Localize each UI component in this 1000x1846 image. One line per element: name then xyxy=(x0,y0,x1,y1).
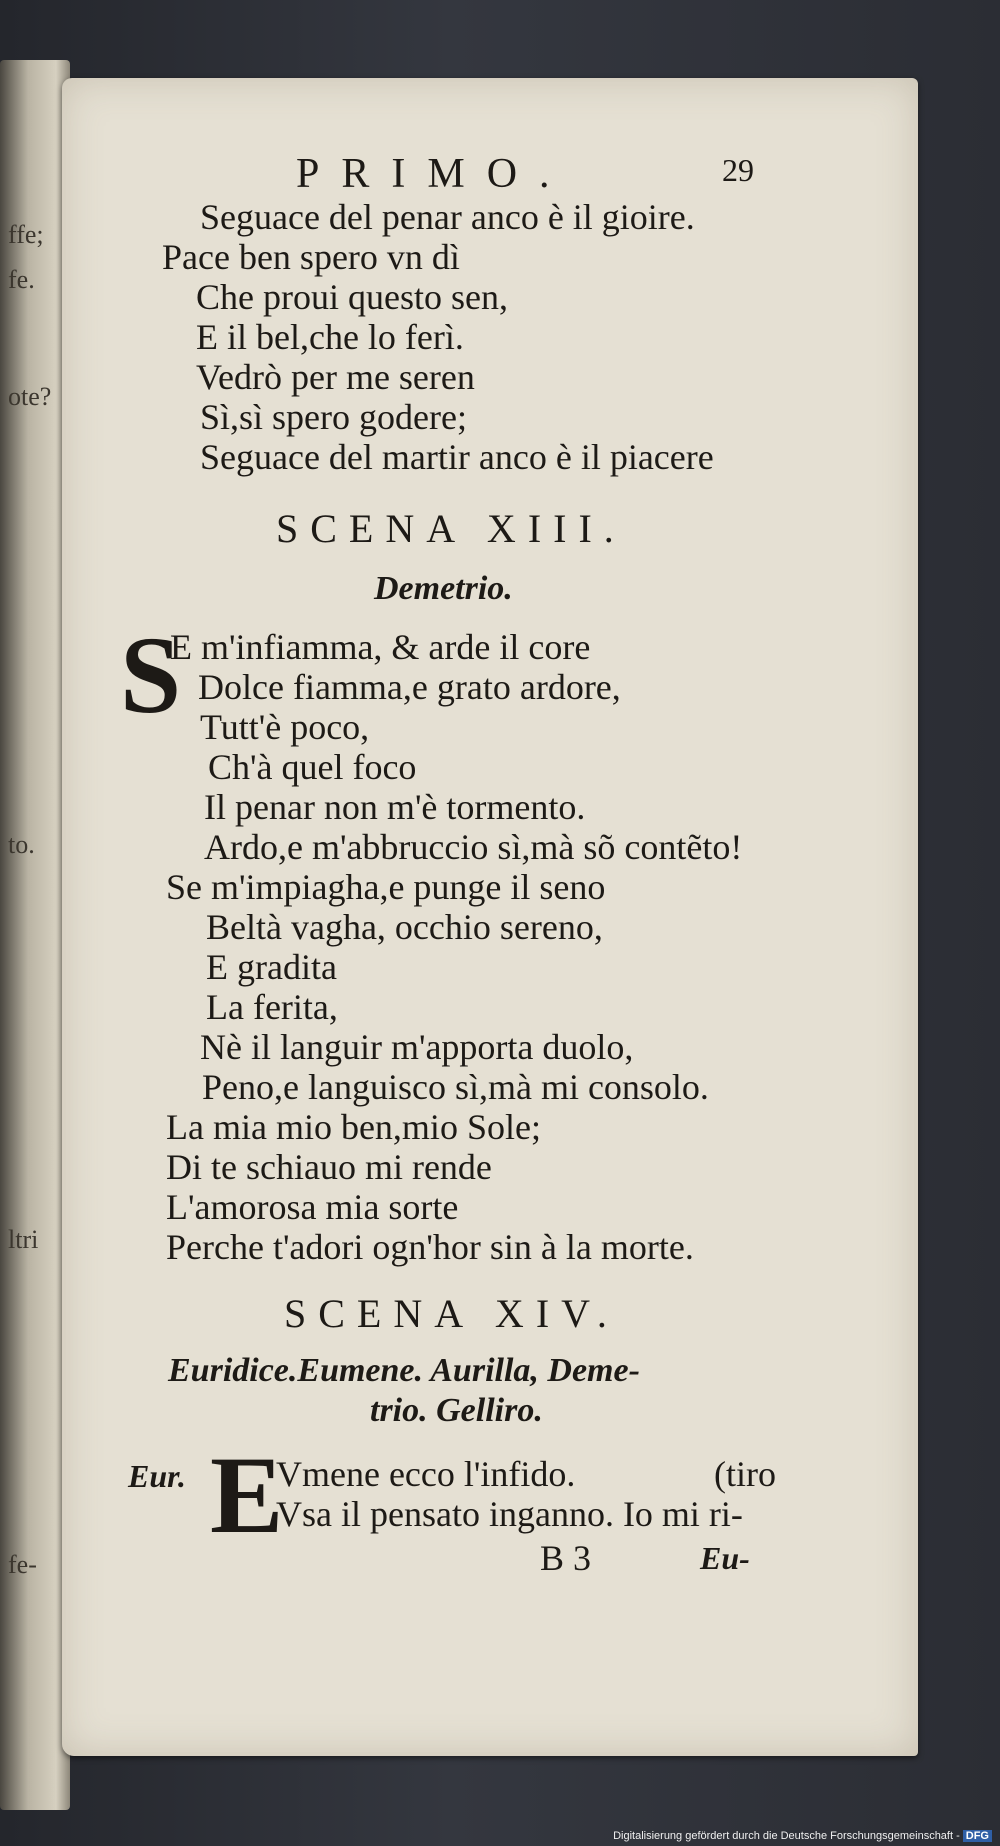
verse-line: Tutt'è poco, xyxy=(200,707,370,747)
verse-line: Il penar non m'è tormento. xyxy=(204,787,586,827)
verse-line: E gradita xyxy=(206,947,337,987)
scene-heading: SCENA XIV. xyxy=(284,1291,619,1336)
verse-line: Vmene ecco l'infido. xyxy=(276,1454,576,1494)
margin-fragment: ffe; xyxy=(8,220,44,249)
margin-fragment: ote? xyxy=(8,382,52,411)
verse-line: La mia mio ben,mio Sole; xyxy=(166,1107,541,1147)
footer-text: Digitalisierung gefördert durch die Deutsche Forschungsgemeinschaft - xyxy=(613,1830,960,1842)
verse-line: Ch'à quel foco xyxy=(208,747,417,787)
running-header: PRIMO. xyxy=(296,151,572,197)
verse-line: Se m'impiagha,e punge il seno xyxy=(166,867,606,907)
verse-line: Ardo,e m'abbruccio sì,mà sõ contẽto! xyxy=(204,827,743,867)
scene-persons: Euridice.Eumene. Aurilla, Deme- xyxy=(168,1352,640,1389)
margin-fragment: ltri xyxy=(8,1225,39,1254)
verse-line: L'amorosa mia sorte xyxy=(166,1187,459,1227)
margin-fragment: fe. xyxy=(8,265,35,294)
scene-persons: trio. Gelliro. xyxy=(370,1392,543,1429)
catchword: Eu- xyxy=(700,1540,750,1576)
verse-line: Sì,sì spero godere; xyxy=(200,397,467,437)
verse-line: Che proui questo sen, xyxy=(196,277,508,317)
margin-fragment: to. xyxy=(8,830,35,859)
verse-line: La ferita, xyxy=(206,987,338,1027)
facing-page-edge xyxy=(0,60,70,1810)
verse-line: Seguace del penar anco è il gioire. xyxy=(200,197,695,237)
verse-line: Vedrò per me seren xyxy=(196,357,475,397)
scene-persons: Demetrio. xyxy=(374,570,513,607)
verse-line: Nè il languir m'apporta duolo, xyxy=(200,1027,634,1067)
verse-line: Peno,e languisco sì,mà mi consolo. xyxy=(202,1067,709,1107)
verse-line: E il bel,che lo ferì. xyxy=(196,317,464,357)
verse-line: E m'infiamma, & arde il core xyxy=(170,627,591,667)
drop-cap: E xyxy=(210,1434,284,1556)
verse-line: Seguace del martir anco è il piacere xyxy=(200,437,714,477)
verse-turnover: (tiro xyxy=(714,1454,776,1494)
margin-fragment: fe- xyxy=(8,1550,37,1579)
verse-line: Vsa il pensato inganno. Io mi ri- xyxy=(276,1494,743,1534)
footer-credit xyxy=(613,1830,992,1842)
page-number: 29 xyxy=(722,152,754,188)
scene-heading: SCENA XIII. xyxy=(276,506,626,551)
signature-mark: B 3 xyxy=(540,1538,592,1578)
speaker-label: Eur. xyxy=(128,1458,186,1494)
dfg-logo: DFG xyxy=(963,1830,992,1842)
verse-line: Dolce fiamma,e grato ardore, xyxy=(198,667,621,707)
verse-line: Perche t'adori ogn'hor sin à la morte. xyxy=(166,1227,694,1267)
verse-line: Pace ben spero vn dì xyxy=(162,237,460,277)
drop-cap: S xyxy=(120,614,182,736)
verse-line: Beltà vagha, occhio sereno, xyxy=(206,907,603,947)
verse-line: Di te schiauo mi rende xyxy=(166,1147,492,1187)
